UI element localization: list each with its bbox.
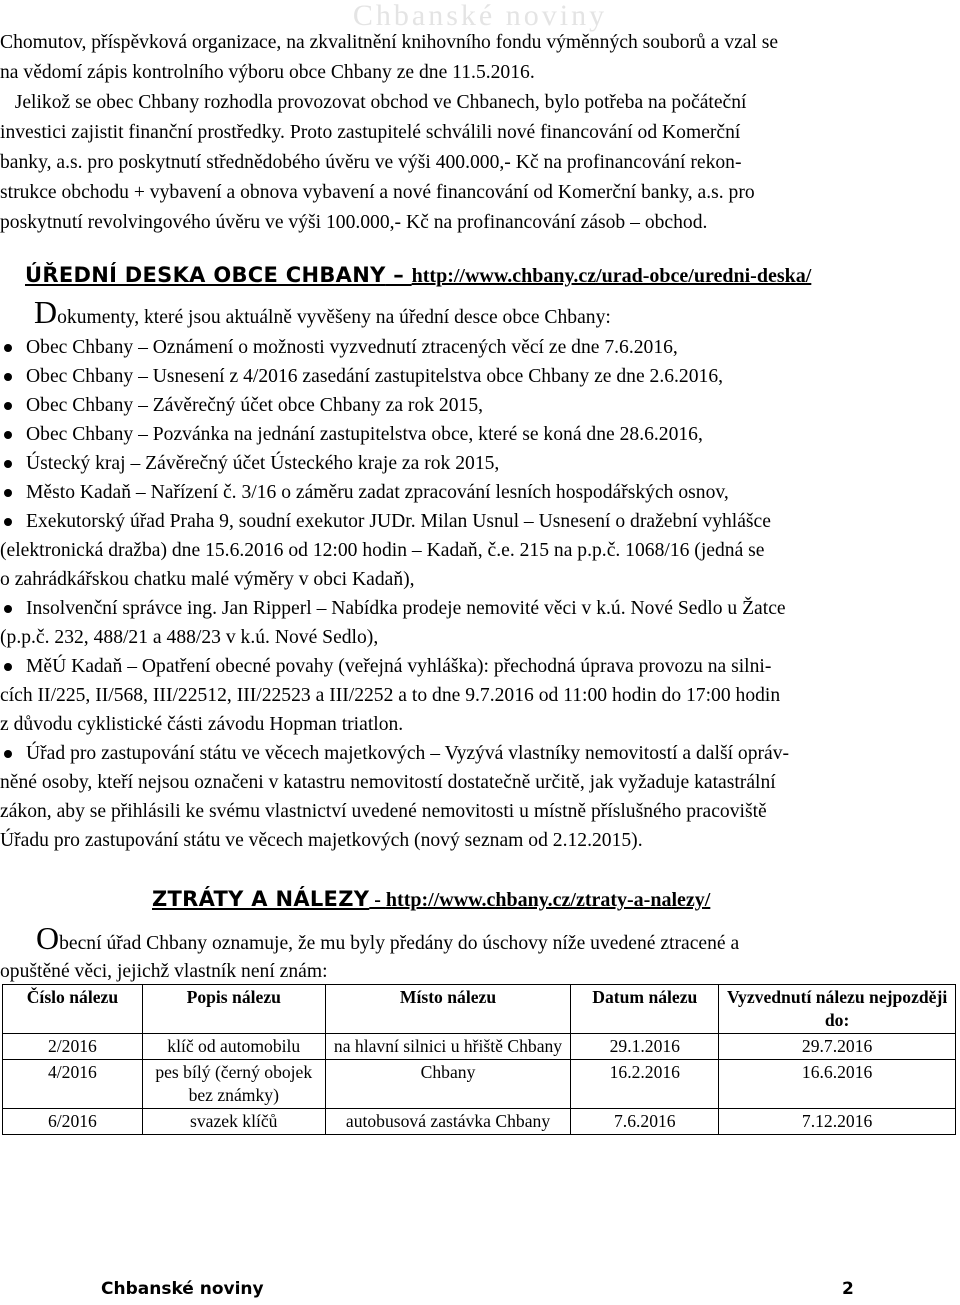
list-item xyxy=(0,594,958,652)
ztraty-nalezy-heading xyxy=(152,886,710,912)
table-cell: 6/2016 xyxy=(3,1109,143,1135)
list-item-line: Obec Chbany – Oznámení o možnosti vyzvednutí ztracených věcí ze dne 7.6.2016, xyxy=(26,337,678,358)
table-header-row xyxy=(3,985,956,1034)
uredni-deska-intro xyxy=(34,294,960,332)
drop-cap: D xyxy=(34,294,58,330)
drop-cap: O xyxy=(36,920,60,956)
paragraph-line: poskytnutí revolvingového úvěru ve výši 100.000,- Kč na profinancování zásob – obchod. xyxy=(0,212,708,233)
table-header-cell: Datum nálezu xyxy=(571,985,719,1034)
table-cell: na hlavní silnici u hřiště Chbany xyxy=(325,1034,571,1060)
table-row xyxy=(3,1109,956,1135)
paragraph-line: banky, a.s. pro poskytnutí střednědobého úvěru ve výši 400.000,- Kč na profinancování rekon- xyxy=(0,152,742,173)
table-row xyxy=(3,1034,956,1060)
list-item-line: Obec Chbany – Pozvánka na jednání zastupitelstva obce, které se koná dne 28.6.2016, xyxy=(26,424,703,445)
list-item-line: Obec Chbany – Závěrečný účet obce Chbany za rok 2015, xyxy=(26,395,484,416)
list-item xyxy=(0,739,958,855)
table-cell: 29.7.2016 xyxy=(719,1034,956,1060)
uredni-deska-title: ÚŘEDNÍ DESKA OBCE CHBANY xyxy=(25,263,386,287)
list-item-line: (elektronická dražba) dne 15.6.2016 od 12:00 hodin – Kadaň, č.e. 215 na p.p.č. 1068/16 (jedná se xyxy=(0,540,765,561)
table-cell: klíč od automobilu xyxy=(142,1034,325,1060)
paragraph-line: Chomutov, příspěvková organizace, na zkvalitnění knihovního fondu výměnných souborů a vzal se xyxy=(0,32,779,53)
table-cell: 16.2.2016 xyxy=(571,1060,719,1109)
bullet-icon xyxy=(4,373,12,381)
table-cell: 29.1.2016 xyxy=(571,1034,719,1060)
list-item-line: něné osoby, kteří nejsou označeni v katastru nemovitostí dostatečně určitě, jak vyžaduje katastrální xyxy=(0,772,776,793)
list-item xyxy=(0,362,958,391)
list-item-line: (p.p.č. 232, 488/21 a 488/23 v k.ú. Nové Sedlo), xyxy=(0,627,379,648)
intro-text: becní úřad Chbany oznamuje, že mu byly předány do úschovy níže uvedené ztracené a xyxy=(59,933,740,954)
list-item xyxy=(0,478,958,507)
bullet-icon xyxy=(4,518,12,526)
intro-text: okumenty, které jsou aktuálně vyvěšeny na úřední desce obce Chbany: xyxy=(57,307,611,328)
list-item-line: Úřadu pro zastupování státu ve věcech majetkových (nový seznam od 2.12.2015). xyxy=(0,830,643,851)
list-item xyxy=(0,507,958,594)
list-item-line: zákon, aby se přihlásili ke svému vlastnictví uvedené nemovitosti u místně příslušného pracoviště xyxy=(0,801,767,822)
paragraph-line: Jelikož se obec Chbany rozhodla provozovat obchod ve Chbanech, bylo potřeba na počáteční xyxy=(0,92,747,113)
bullet-icon xyxy=(4,750,12,758)
heading-separator: - xyxy=(369,889,386,911)
paragraph-line: na vědomí zápis kontrolního výboru obce Chbany ze dne 11.5.2016. xyxy=(0,62,535,83)
list-item-line: Exekutorský úřad Praha 9, soudní exekutor JUDr. Milan Usnul – Usnesení o dražební vyhlášce xyxy=(26,511,771,532)
table-cell: 16.6.2016 xyxy=(719,1060,956,1109)
table-header-cell: Popis nálezu xyxy=(142,985,325,1034)
uredni-deska-list xyxy=(0,333,958,855)
bullet-icon xyxy=(4,605,12,613)
list-item-line: Úřad pro zastupování státu ve věcech majetkových – Vyzývá vlastníky nemovitostí a další opráv- xyxy=(26,743,790,764)
list-item-line: o zahrádkářskou chatku malé výměry v obci Kadaň), xyxy=(0,569,415,590)
table-header-cell: Číslo nálezu xyxy=(3,985,143,1034)
table-cell: 7.6.2016 xyxy=(571,1109,719,1135)
list-item-line: cích II/225, II/568, III/22512, III/22523 a III/2252 a to dne 9.7.2016 od 11:00 hodin do 17:00 hodin xyxy=(0,685,781,706)
ztraty-nalezy-title: ZTRÁTY A NÁLEZY xyxy=(152,887,370,911)
uredni-deska-link[interactable]: http://www.chbany.cz/urad-obce/uredni-deska/ xyxy=(411,265,812,287)
table-cell: pes bílý (černý obojek bez známky) xyxy=(142,1060,325,1109)
lost-found-table xyxy=(2,984,956,1135)
bullet-icon xyxy=(4,460,12,468)
list-item xyxy=(0,652,958,739)
list-item xyxy=(0,333,958,362)
ztraty-intro xyxy=(0,920,958,986)
bullet-icon xyxy=(4,663,12,671)
footer-title: Chbanské noviny xyxy=(101,1279,264,1299)
paragraph-line: investici zajistit finanční prostředky. Proto zastupitelé schválili nové financování od Komerční xyxy=(0,122,741,143)
list-item xyxy=(0,420,958,449)
table-header-cell: Místo nálezu xyxy=(325,985,571,1034)
paragraph-line: strukce obchodu + vybavení a obnova vybavení a nové financování od Komerční banky, a.s. pro xyxy=(0,182,755,203)
table-cell: 4/2016 xyxy=(3,1060,143,1109)
bullet-icon xyxy=(4,344,12,352)
list-item-line: Insolvenční správce ing. Jan Ripperl – Nabídka prodeje nemovité věci v k.ú. Nové Sedlo u Žatce xyxy=(26,598,786,619)
page-number: 2 xyxy=(842,1279,854,1299)
bullet-icon xyxy=(4,402,12,410)
list-item-line: MěÚ Kadaň – Opatření obecné povahy (veřejná vyhláška): přechodná úprava provozu na silni- xyxy=(26,656,772,677)
heading-separator: – xyxy=(385,263,412,287)
ztraty-nalezy-link[interactable]: http://www.chbany.cz/ztraty-a-nalezy/ xyxy=(385,889,711,911)
table-cell: 7.12.2016 xyxy=(719,1109,956,1135)
masthead-watermark: Chbanské noviny xyxy=(352,0,608,32)
table-header-cell: Vyzvednutí nálezu nejpozději do: xyxy=(719,985,956,1034)
list-item-line: Město Kadaň – Nařízení č. 3/16 o záměru zadat zpracování lesních hospodářských osnov, xyxy=(26,482,729,503)
ztraty-intro-line-2: opuštěné věci, jejichž vlastník není znám: xyxy=(0,961,328,982)
list-item-line: Obec Chbany – Usnesení z 4/2016 zasedání zastupitelstva obce Chbany ze dne 2.6.2016, xyxy=(26,366,724,387)
list-item xyxy=(0,449,958,478)
bullet-icon xyxy=(4,489,12,497)
table-cell: Chbany xyxy=(325,1060,571,1109)
ztraty-intro-line-1 xyxy=(0,920,958,958)
table-row xyxy=(3,1060,956,1109)
uredni-deska-heading xyxy=(25,262,811,288)
top-paragraph xyxy=(0,28,958,238)
list-item xyxy=(0,391,958,420)
list-item-line: Ústecký kraj – Závěrečný účet Ústeckého kraje za rok 2015, xyxy=(26,453,500,474)
list-item-line: z důvodu cyklistické části závodu Hopman triatlon. xyxy=(0,714,404,735)
table-cell: 2/2016 xyxy=(3,1034,143,1060)
bullet-icon xyxy=(4,431,12,439)
table-cell: svazek klíčů xyxy=(142,1109,325,1135)
table-cell: autobusová zastávka Chbany xyxy=(325,1109,571,1135)
